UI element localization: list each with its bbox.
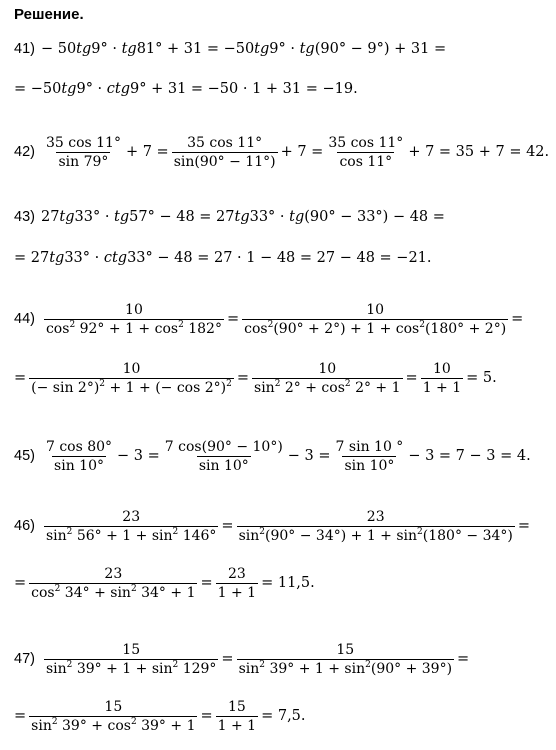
fraction: $\frac{23}{\cos^2 34^\circ + \sin^2 34^\circ + 1}$	[31, 566, 196, 601]
fraction: $\frac{23}{\sin^2(90^\circ - 34^\circ) + 1 + \sin^2(180^\circ - 34^\circ)}$	[238, 509, 513, 544]
expression: − 50𝑡𝑔9° · 𝑡𝑔81° + 31 = −50𝑡𝑔9° · 𝑡𝑔(90° − 9°) + 31 =	[40, 41, 447, 57]
fraction: $\frac{15}{1 + 1}$	[217, 699, 257, 734]
problem-44-line-2	[14, 362, 497, 395]
problem-number: 41)	[14, 41, 35, 57]
problem-number: 43)	[14, 209, 35, 225]
expression: = −50𝑡𝑔9° · 𝑐𝑡𝑔9° + 31 = −50 · 1 + 31 = −19.	[14, 81, 358, 97]
expression: =	[457, 651, 470, 668]
problem-44-line-1	[14, 303, 523, 336]
problem-47-line-2	[14, 700, 306, 733]
expression: =	[221, 518, 234, 535]
problem-45-line	[14, 440, 531, 473]
expression: − 3 =	[117, 448, 160, 465]
expression: =	[236, 370, 250, 387]
expression: =	[226, 311, 240, 328]
expression: =	[14, 575, 27, 592]
problem-41-line-2	[14, 82, 358, 97]
problem-number: 47)	[14, 651, 35, 668]
expression: + 7 = 35 + 7 = 42.	[408, 144, 550, 161]
fraction: $\frac{15}{\sin^2 39^\circ + 1 + \sin^2 129^\circ}$	[45, 642, 217, 677]
fraction: $\frac{10}{\sin^2 2^\circ + \cos^2 2^\circ + 1}$	[254, 361, 401, 396]
problem-42-line	[14, 136, 549, 169]
problem-47-line-1	[14, 643, 469, 676]
expression: =	[517, 518, 531, 535]
fraction: $\frac{35 \cos 11^\circ}{\cos 11^\circ}$	[328, 135, 404, 170]
fraction: $\frac{15}{\sin^2 39^\circ + 1 + \sin^2(90^\circ + 39^\circ)}$	[238, 642, 453, 677]
expression: + 7 =	[280, 144, 324, 161]
problem-43-line-2	[14, 251, 432, 266]
expression: 27𝑡𝑔33° · 𝑡𝑔57° − 48 = 27𝑡𝑔33° · 𝑡𝑔(90° − 33°) − 48 =	[40, 209, 445, 225]
fraction: $\frac{23}{\sin^2 56^\circ + 1 + \sin^2 146^\circ}$	[45, 509, 217, 544]
expression: = 5.	[466, 370, 497, 387]
expression: =	[200, 575, 213, 592]
expression: − 3 =	[287, 448, 331, 465]
fraction: $\frac{15}{\sin^2 39^\circ + \cos^2 39^\circ + 1}$	[31, 699, 196, 734]
expression: =	[221, 651, 234, 668]
fraction: $\frac{7 \sin 10 ^\circ}{\sin 10^\circ}$	[335, 439, 404, 474]
problem-number: 42)	[14, 144, 35, 161]
expression: = 7,5.	[261, 708, 306, 725]
problem-46-line-1	[14, 510, 530, 543]
expression: =	[14, 370, 27, 387]
problem-43-line-1	[14, 210, 445, 225]
fraction: $\frac{10}{\cos^2 92^\circ + 1 + \cos^2 182^\circ}$	[45, 302, 222, 337]
solution-heading: Решение.	[14, 6, 84, 23]
problem-46-line-2	[14, 567, 315, 600]
expression: =	[14, 708, 27, 725]
expression: =	[200, 708, 213, 725]
problem-number: 44)	[14, 311, 35, 328]
problem-41-line-1	[14, 42, 446, 57]
fraction: $\frac{10}{\cos^2(90^\circ + 2^\circ) + 1 + \cos^2(180^\circ + 2^\circ)}$	[244, 302, 507, 337]
fraction: $\frac{23}{1 + 1}$	[217, 566, 257, 601]
problem-number: 46)	[14, 518, 35, 535]
fraction: $\frac{10}{1 + 1}$	[422, 361, 462, 396]
fraction: $\frac{35 \cos 11^\circ}{\sin(90^\circ - 11^\circ)}$	[173, 135, 276, 170]
fraction: $\frac{10}{(- \sin 2^\circ)^2 + 1 + (- \cos 2^\circ)^2}$	[31, 361, 232, 396]
fraction: $\frac{35 \cos 11^\circ}{\sin 79^\circ}$	[45, 135, 121, 170]
expression: =	[405, 370, 418, 387]
expression: = 11,5.	[261, 575, 315, 592]
fraction: $\frac{7 \cos(90^\circ - 10^\circ)}{\sin 10^\circ}$	[164, 439, 283, 474]
expression: =	[511, 311, 524, 328]
fraction: $\frac{7 \cos 80^\circ}{\sin 10^\circ}$	[45, 439, 113, 474]
problem-number: 45)	[14, 448, 35, 465]
expression: − 3 = 7 − 3 = 4.	[408, 448, 531, 465]
expression: = 27𝑡𝑔33° · 𝑐𝑡𝑔33° − 48 = 27 · 1 − 48 = 27 − 48 = −21.	[14, 250, 432, 266]
expression: + 7 =	[125, 144, 169, 161]
